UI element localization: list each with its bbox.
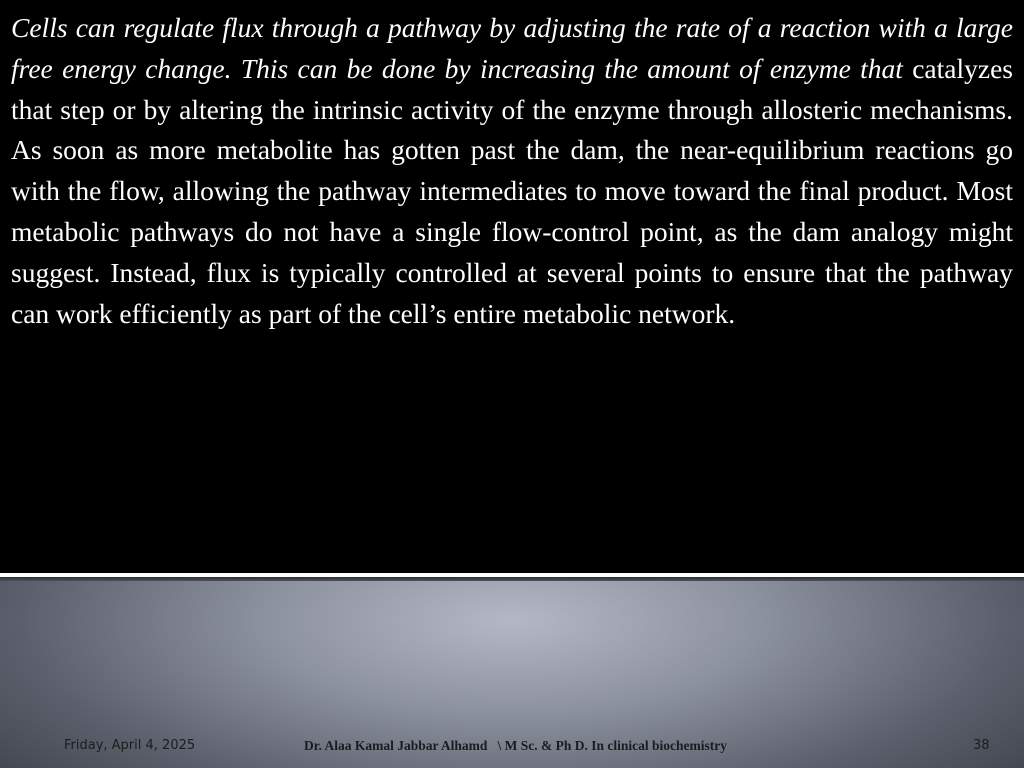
body-regular-text: catalyzes that step or by altering the intrinsic activity of the enzyme through allosteric mechanisms. As soon as more metabolite has gotten past the dam, the near-equilibrium reactions go with the flow, allowing the pathway intermediates to move toward the final product. Most metabolic pathways do not have a single flow-control point, as the dam analogy might suggest. Instead, flux is typically controlled at several points to ensure that the pathway can work efficiently as part of the cell’s entire metabolic network. xyxy=(11,52,1013,329)
footer-author: Dr. Alaa Kamal Jabbar Alhamd \ M Sc. & Ph D. In clinical biochemistry xyxy=(304,738,728,753)
body-italic-text: Cells can regulate flux through a pathway by adjusting the rate of a reaction with a large free energy change. This can be done by increasing the amount of enzyme that xyxy=(11,12,1013,84)
slide-number: 38 xyxy=(973,738,990,753)
slide-body-text xyxy=(11,8,1013,568)
footer-date: Friday, April 4, 2025 xyxy=(64,738,196,753)
